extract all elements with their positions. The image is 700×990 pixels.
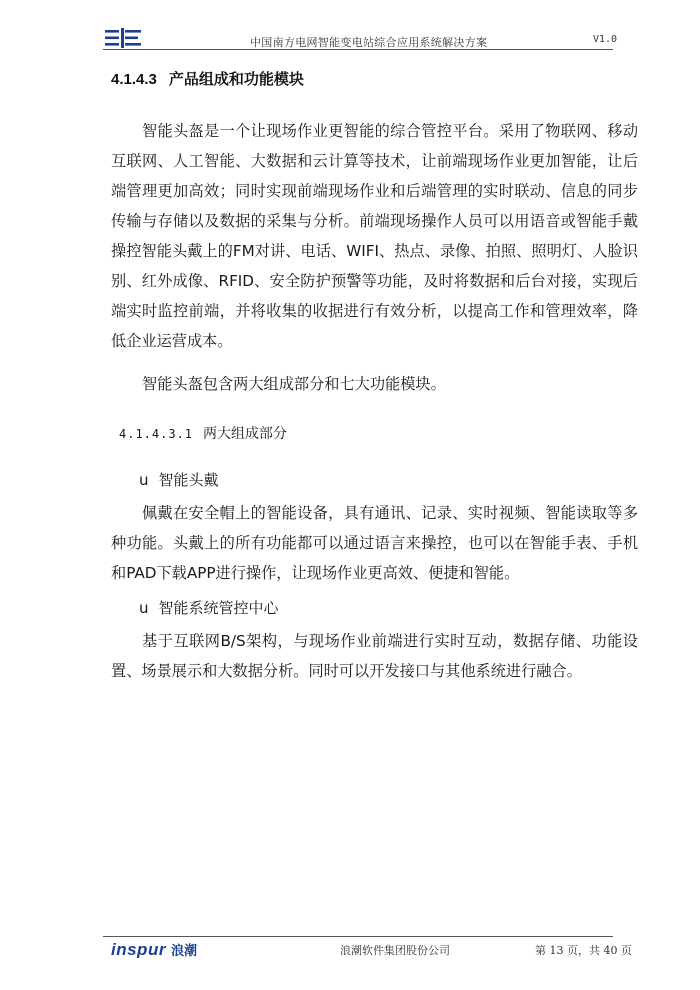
- subsection-title: 两大组成部分: [203, 426, 288, 442]
- bullet-mark: u: [139, 471, 149, 489]
- header-version: V1.0: [593, 34, 618, 45]
- svg-text:inspur: inspur: [111, 940, 166, 958]
- bullet-item-smart-headset: [139, 469, 219, 490]
- csg-logo-icon: [103, 27, 145, 49]
- header-title: 中国南方电网智能变电站综合应用系统解决方案: [250, 36, 488, 49]
- intro-paragraph: 智能头盔是一个让现场作业更智能的综合管控平台。采用了物联网、移动互联网、人工智能、大数据和云计算等技术，让前端现场作业更加智能，让后端管理更加高效；同时实现前端现场作业和后端管理的实时联动、信息的同步传输与存储以及数据的采集与分析。前端现场操作人员可以用语音或智能手戴操控智能头戴上的FM对讲、电话、WIFI、热点、录像、拍照、照明灯、人脸识别、红外成像、RFID、安全防护预警等功能，及时将数据和后台对接，实现后端实时监控前端，并将收集的收据进行有效分析，以提高工作和管理效率，降低企业运营成本。: [111, 122, 638, 350]
- section-title: 产品组成和功能模块: [168, 70, 304, 88]
- bullet-title: 智能系统管控中心: [158, 599, 279, 617]
- bullet-item-control-center: [139, 597, 279, 618]
- svg-text:浪潮: 浪潮: [171, 944, 198, 958]
- section-heading: [111, 68, 304, 89]
- subsection-number: 4.1.4.3.1: [119, 427, 194, 441]
- header-divider: [103, 49, 613, 50]
- bullet-mark: u: [139, 599, 149, 617]
- bullet-title: 智能头戴: [158, 471, 219, 489]
- footer-page-number: 第 13 页，共 40 页: [535, 944, 632, 957]
- smart-headset-description: 佩戴在安全帽上的智能设备，具有通讯、记录、实时视频、智能读取等多种功能。头戴上的所有功能都可以通过语言来操控，也可以在智能手表、手机和PAD下载APP进行操作，让现场作业更高效、便捷和智能。: [111, 504, 638, 582]
- inspur-logo-icon: [111, 940, 207, 958]
- footer-divider: [103, 936, 613, 937]
- control-center-description: 基于互联网B/S架构，与现场作业前端进行实时互动，数据存储、功能设置、场景展示和大数据分析。同时可以开发接口与其他系统进行融合。: [111, 632, 638, 680]
- subsection-heading: [119, 423, 287, 443]
- section-number: 4.1.4.3: [111, 71, 157, 88]
- footer-company: 浪潮软件集团股份公司: [340, 944, 450, 957]
- summary-paragraph: 智能头盔包含两大组成部分和七大功能模块。: [142, 375, 446, 393]
